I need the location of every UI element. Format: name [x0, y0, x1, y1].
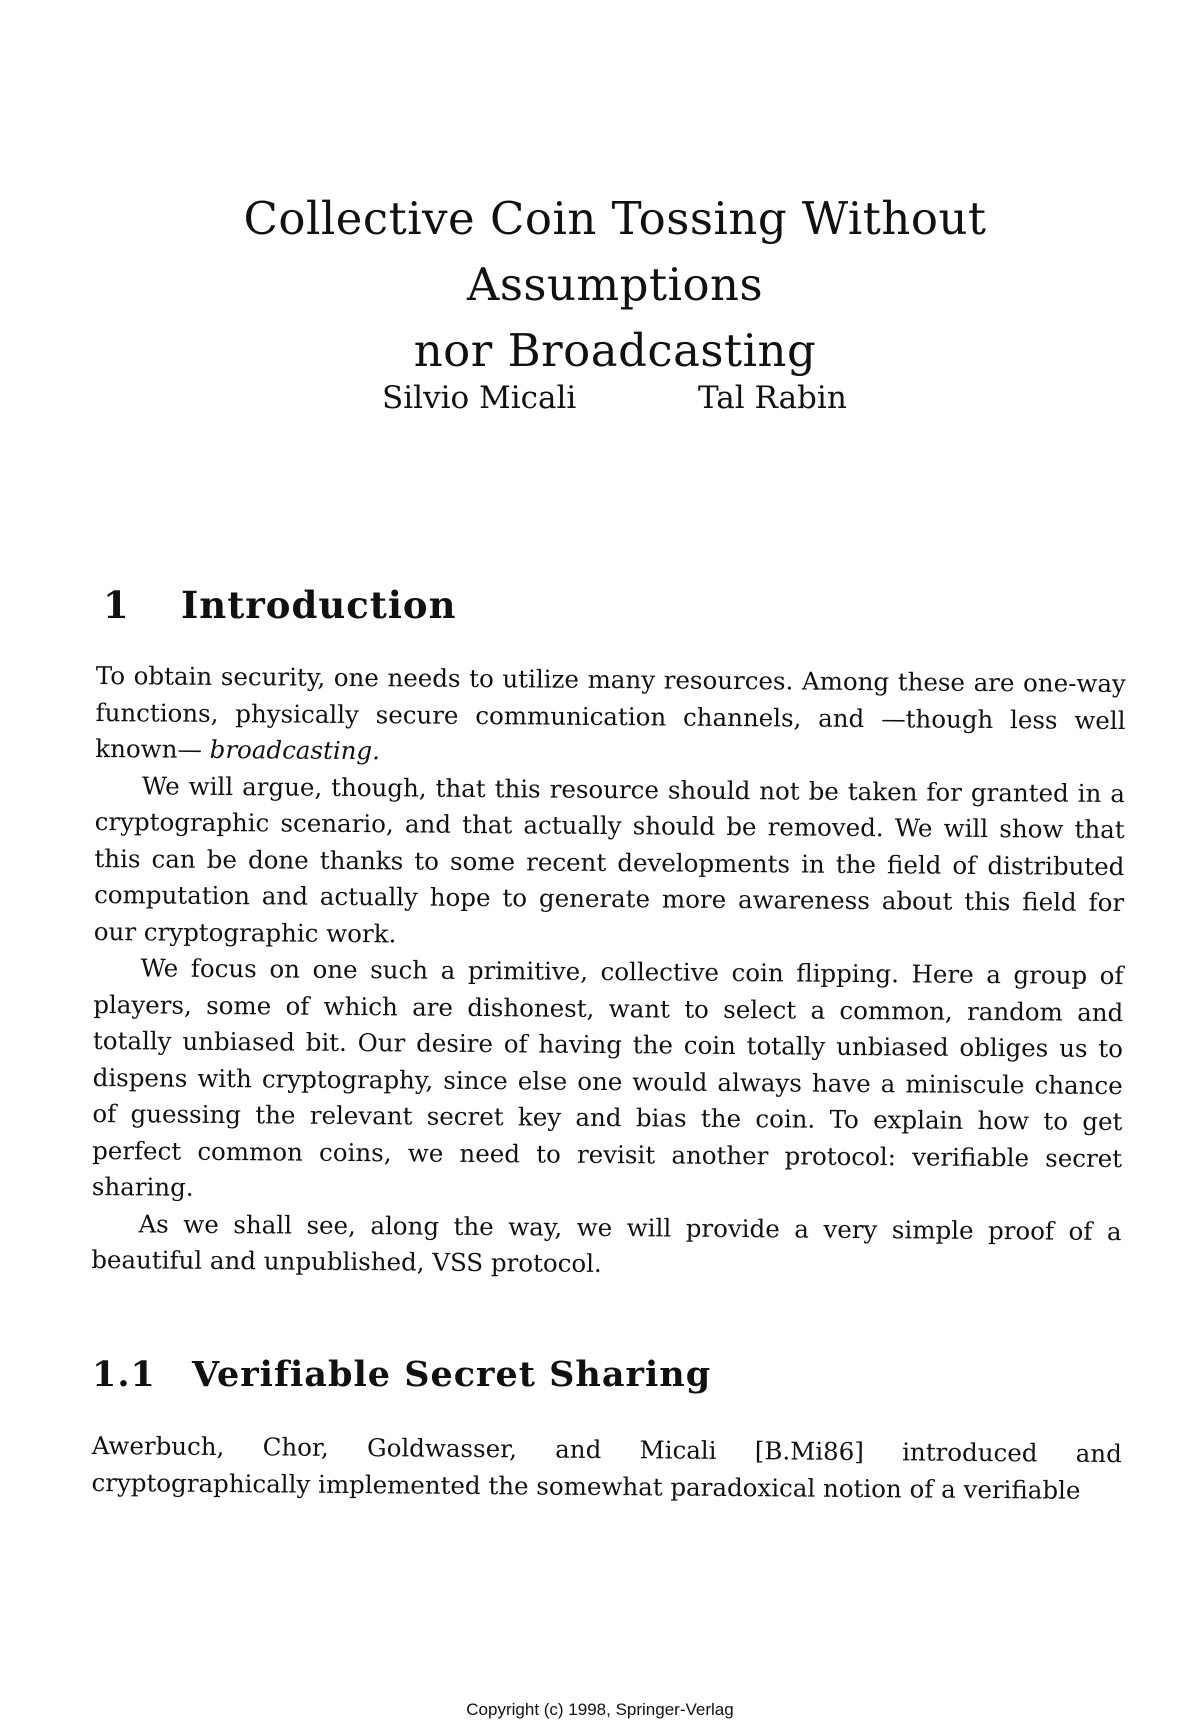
title-line-1: Collective Coin Tossing Without Assumptions [243, 192, 987, 311]
section-number: 1.1 [92, 1354, 156, 1395]
section-title: Verifiable Secret Sharing [192, 1354, 712, 1395]
section-title: Introduction [181, 583, 457, 627]
paragraph: As we shall see, along the way, we will provide a very simple proof of a beautiful and unpublished, VSS protocol. [91, 1208, 1122, 1278]
author-name: Tal Rabin [698, 380, 847, 416]
section-number: 1 [103, 583, 130, 627]
paragraph: Awerbuch, Chor, Goldwasser, and Micali [B.Mi86] introduced and cryptographically implemented the somewhat paradoxical notion of a verifiable [91, 1430, 1122, 1505]
paragraph: We will argue, though, that this resource should not be taken for granted in a cryptographic scenario, and that actually should be removed. We will show that this can be done thanks to some recent developments in the field of distributed computation and actually hope to generate more awareness about this field for our cryptographic work. [93, 770, 1126, 948]
introduction-body [91, 658, 1126, 1287]
paragraph [95, 658, 1126, 776]
copyright-footer: Copyright (c) 1998, Springer-Verlag [466, 1700, 734, 1719]
title-line-2: nor Broadcasting [413, 324, 817, 377]
section-heading-verifiable-secret-sharing [92, 1354, 711, 1395]
paragraph-text: To obtain security, one needs to utilize many resources. Among these are one-way functions, physically secure communication channels, and —though less well known— [95, 660, 1126, 764]
author-name: Silvio Micali [382, 380, 577, 416]
paragraph: We focus on one such a primitive, collective coin flipping. Here a group of players, some of which are dishonest, want to select a common, random and totally unbiased bit. Our desire of having the coin totally unbiased obliges us to dispens with cryptography, since else one would always have a miniscule chance of guessing the relevant secret key and bias the coin. To explain how to get perfect common coins, we need to revisit another protocol: verifiable secret sharing. [91, 953, 1124, 1202]
author-list [0, 380, 1200, 430]
section-heading-introduction [103, 583, 457, 627]
emphasized-term: broadcasting. [209, 734, 381, 766]
paper-title [95, 186, 1135, 384]
vss-body [91, 1428, 1122, 1509]
